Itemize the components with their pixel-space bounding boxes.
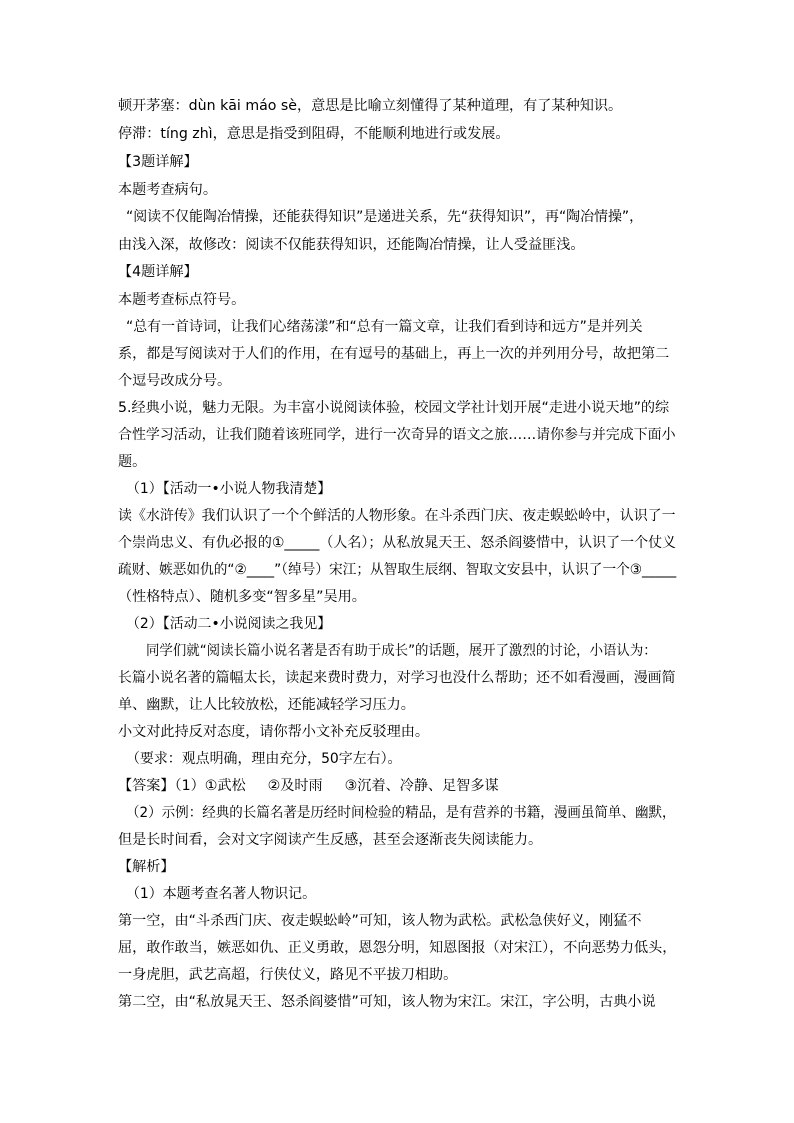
text-line: 本题考查病句。 bbox=[118, 182, 217, 198]
answer-part-3: ③沉着、冷静、足智多谋 bbox=[344, 778, 499, 794]
text-line: 个逗号改成分号。 bbox=[118, 373, 232, 389]
question-text: 疏财、嫉恶如仇的“②____”（绰号）宋江；从智取生辰纲、智取文安县中，认识了一个③_____ bbox=[118, 562, 677, 578]
question-text: 单、幽默，让人比较放松，还能减轻学习压力。 bbox=[118, 697, 415, 713]
question-text: 小文对此持反对态度，请你帮小文补充反驳理由。 bbox=[118, 724, 430, 740]
text-line: 屈，敢作敢当，嫉恶如仇、正义勇敢，恩怨分明，知恩图报（对宋江），不向恶势力低头， bbox=[118, 940, 677, 956]
question-text: 长篇小说名著的篇幅太长，读起来费时费力，对学习也没什么帮助；还不如看漫画，漫画简 bbox=[118, 670, 676, 686]
answer-part-2: ②及时雨 bbox=[267, 778, 323, 794]
text-line: 本题考查标点符号。 bbox=[118, 292, 246, 308]
text-line: 停滞：tíng zhì，意思是指受到阻碍，不能顺利地进行或发展。 bbox=[118, 126, 510, 142]
text-line: 系，都是写阅读对于人们的作用，在有逗号的基础上，再上一次的并列用分号，故把第二 bbox=[118, 346, 670, 362]
text-line: 由浅入深，故修改：阅读不仅能获得知识，还能陶冶情操，让人受益匪浅。 bbox=[118, 237, 585, 253]
text-line: “总有一首诗词，让我们心绪荡漾”和“总有一篇文章，让我们看到诗和远方”是并列关 bbox=[126, 319, 643, 335]
section-heading: 【解析】 bbox=[118, 859, 175, 875]
question-text: 题。 bbox=[118, 454, 147, 470]
question-text: （性格特点）、随机多变“智多星”吴用。 bbox=[118, 589, 366, 605]
section-heading: 【4题详解】 bbox=[118, 264, 198, 280]
section-heading: 【3题详解】 bbox=[118, 154, 198, 170]
question-text: 读《水浒传》我们认识了一个个鲜活的人物形象。在斗杀西门庆、夜走蜈蚣岭中，认识了一 bbox=[118, 508, 676, 524]
activity-heading: （1）【活动一•小说人物我清楚】 bbox=[126, 481, 332, 497]
answer-part-1: 【答案】（1）①武松 bbox=[118, 778, 246, 794]
activity-heading: （2）【活动二•小说阅读之我见】 bbox=[126, 616, 332, 632]
text-line: （2）示例：经典的长篇名著是历经时间检验的精品，是有营养的书籍，漫画虽简单、幽默， bbox=[126, 805, 676, 821]
text-line: 顿开茅塞：dùn kāi máo sè，意思是比喻立刻懂得了某种道理，有了某种知识。 bbox=[118, 98, 623, 114]
question-text: 同学们就“阅读长篇小说名著是否有助于成长”的话题，展开了激烈的讨论，小语认为： bbox=[146, 643, 657, 659]
text-line: 但是长时间看，会对文字阅读产生反感，甚至会逐渐丧失阅读能力。 bbox=[118, 832, 543, 848]
text-line: 第一空，由“斗杀西门庆、夜走蜈蚣岭”可知，该人物为武松。武松急侠好义，刚猛不 bbox=[118, 913, 642, 929]
text-line: “阅读不仅能陶冶情操，还能获得知识”是递进关系，先“获得知识”，再“陶冶情操”， bbox=[126, 209, 644, 225]
text-line: （1）本题考查名著人物识记。 bbox=[126, 886, 317, 902]
question-text: 个崇尚忠义、有仇必报的①_____（人名）；从私放晁天王、怒杀阎婆惜中，认识了一个仗义 bbox=[118, 535, 677, 551]
question-text: 合性学习活动，让我们随着该班同学，进行一次奇异的语文之旅……请你参与并完成下面小 bbox=[118, 427, 676, 443]
text-line: 一身虎胆，武艺高超，行侠仗义，路见不平拔刀相助。 bbox=[118, 967, 458, 983]
question-text: （要求：观点明确，理由充分，50字左右）。 bbox=[126, 751, 402, 767]
text-line: 第二空，由“私放晁天王、怒杀阎婆惜”可知，该人物为宋江。宋江，字公明，古典小说 bbox=[118, 994, 656, 1010]
question-text: 5.经典小说，魅力无限。为丰富小说阅读体验，校园文学社计划开展“走进小说天地”的综 bbox=[118, 400, 670, 416]
answer-line bbox=[118, 776, 676, 798]
